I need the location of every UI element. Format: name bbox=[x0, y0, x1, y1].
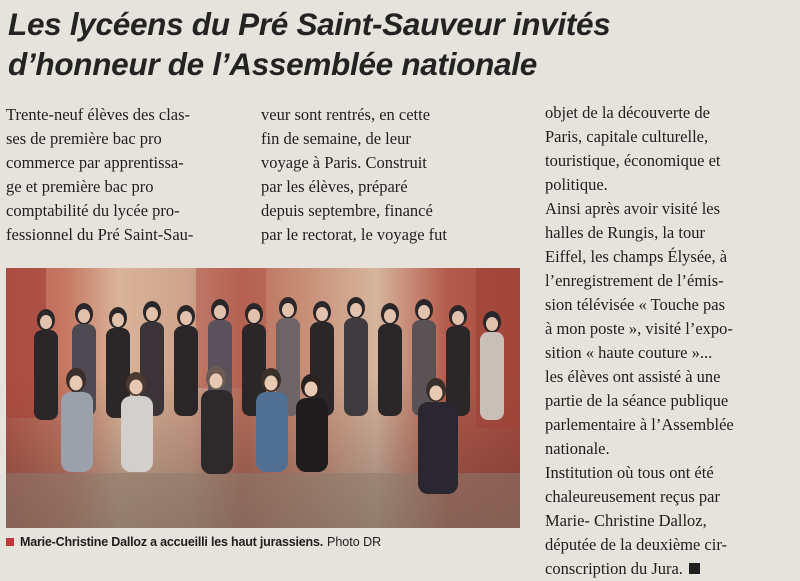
body-line: Marie- Christine Dalloz, bbox=[545, 511, 707, 530]
body-line: touristique, économique et bbox=[545, 151, 721, 170]
body-line: politique. bbox=[545, 175, 608, 194]
body-line: voyage à Paris. Construit bbox=[261, 153, 427, 172]
body-line: fessionnel du Pré Saint-Sau- bbox=[6, 225, 194, 244]
body-line: Institution où tous ont été bbox=[545, 463, 714, 482]
photo-credit: Photo DR bbox=[327, 535, 382, 549]
body-line: parlementaire à l’Assemblée bbox=[545, 415, 734, 434]
caption-text: Marie-Christine Dalloz a accueilli les haut jurassiens. bbox=[20, 535, 324, 549]
headline-line-1: Les lycéens du Pré Saint-Sauveur invités bbox=[8, 6, 611, 42]
caption-marker-icon bbox=[6, 538, 14, 546]
body-line: halles de Rungis, la tour bbox=[545, 223, 705, 242]
body-line: par les élèves, préparé bbox=[261, 177, 408, 196]
body-line: à mon poste », visité l’expo- bbox=[545, 319, 733, 338]
body-line: fin de semaine, de leur bbox=[261, 129, 411, 148]
body-line: comptabilité du lycée pro- bbox=[6, 201, 180, 220]
body-line: nationale. bbox=[545, 439, 610, 458]
body-line: les élèves ont assisté à une bbox=[545, 367, 721, 386]
body-line: Trente-neuf élèves des clas- bbox=[6, 105, 191, 124]
group-photo bbox=[6, 268, 520, 528]
body-line: partie de la séance publique bbox=[545, 391, 729, 410]
body-line: ge et première bac pro bbox=[6, 177, 154, 196]
body-line: Ainsi après avoir visité les bbox=[545, 199, 721, 218]
body-line: sion télévisée « Touche pas bbox=[545, 295, 725, 314]
body-line: Eiffel, les champs Élysée, à bbox=[545, 247, 728, 266]
body-line: sition « haute couture »... bbox=[545, 343, 713, 362]
body-line: veur sont rentrés, en cette bbox=[261, 105, 431, 124]
body-line: chaleureusement reçus par bbox=[545, 487, 720, 506]
body-line: députée de la deuxième cir- bbox=[545, 535, 727, 554]
body-line: objet de la découverte de bbox=[545, 103, 710, 122]
body-line: ses de première bac pro bbox=[6, 129, 162, 148]
body-line bbox=[545, 557, 794, 581]
body-line: par le rectorat, le voyage fut bbox=[261, 225, 447, 244]
photo-caption bbox=[6, 534, 526, 550]
article-column-2 bbox=[261, 103, 523, 247]
body-line: commerce par apprentissa- bbox=[6, 153, 184, 172]
article-column-3 bbox=[545, 101, 794, 581]
article-headline bbox=[8, 4, 792, 84]
headline-line-2: d’honneur de l’Assemblée nationale bbox=[8, 46, 537, 82]
body-line: l’enregistrement de l’émis- bbox=[545, 271, 724, 290]
article-column-1 bbox=[6, 103, 251, 247]
body-line: Paris, capitale culturelle, bbox=[545, 127, 709, 146]
group-photo-illustration bbox=[6, 268, 520, 528]
body-line-text: conscription du Jura. bbox=[545, 559, 683, 578]
body-line: depuis septembre, financé bbox=[261, 201, 433, 220]
end-of-article-mark bbox=[689, 563, 700, 574]
